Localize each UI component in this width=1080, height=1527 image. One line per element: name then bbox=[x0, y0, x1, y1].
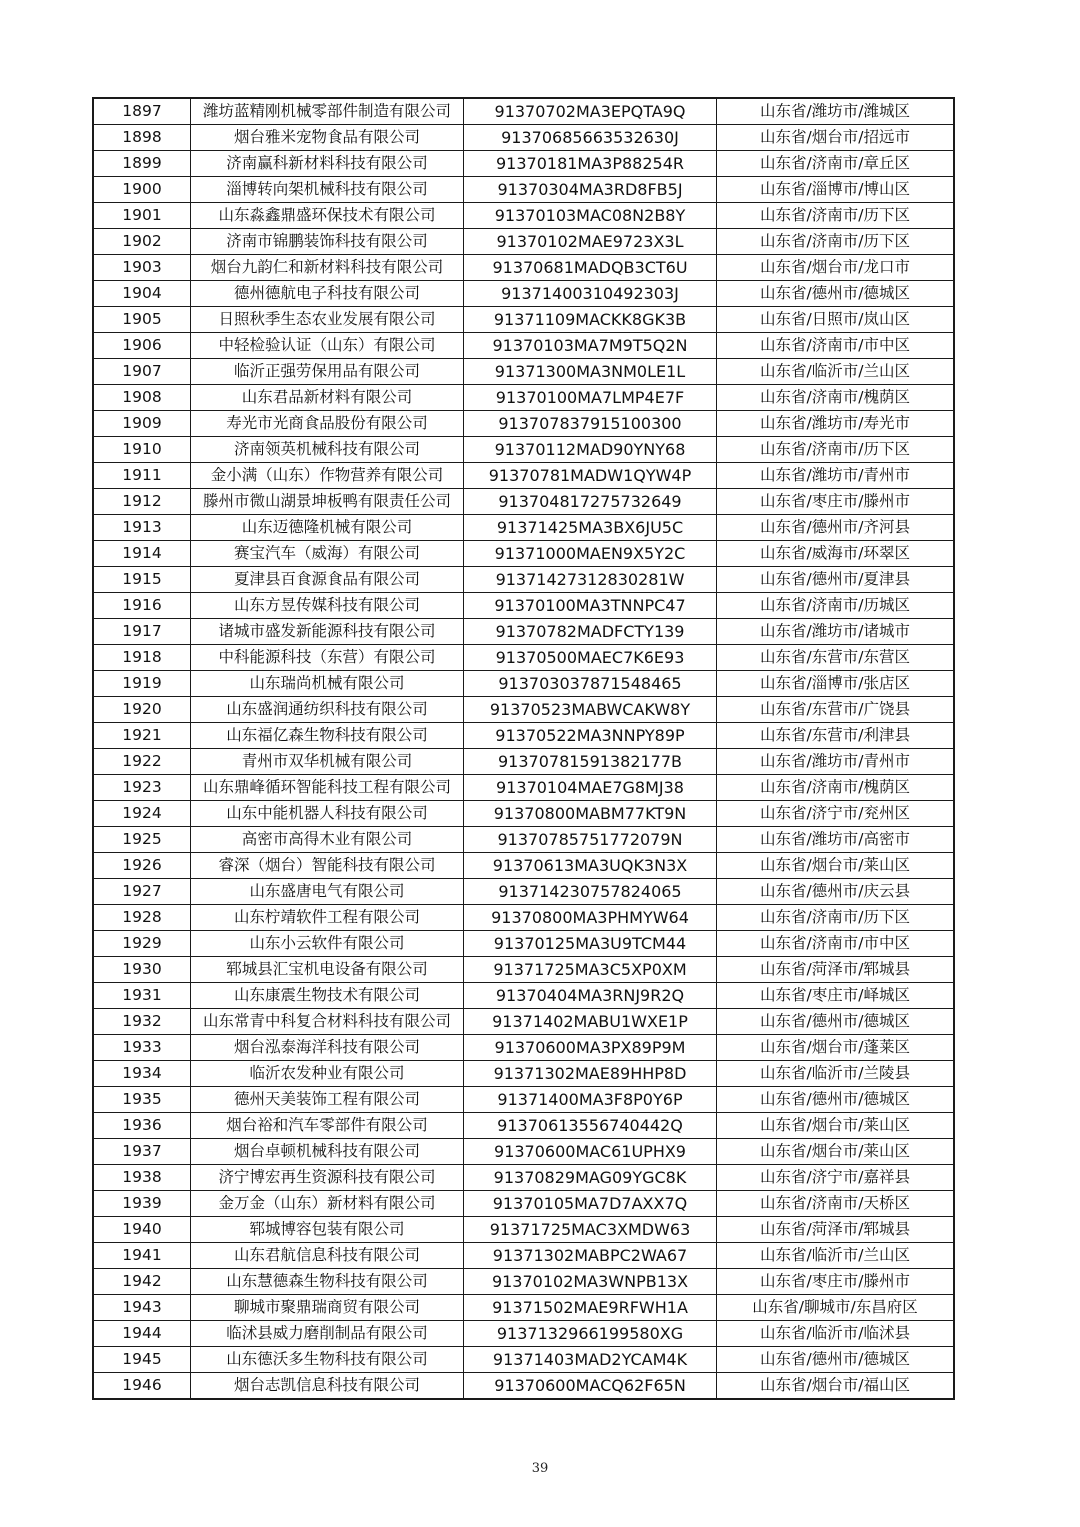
region-cell: 山东省/德州市/德城区 bbox=[717, 281, 955, 307]
company-name-cell: 山东瑞尚机械有限公司 bbox=[191, 671, 464, 697]
table-body bbox=[93, 98, 954, 1399]
row-number-cell: 1932 bbox=[93, 1009, 191, 1035]
credit-code-cell: 91370782MADFCTY139 bbox=[464, 619, 717, 645]
company-name-cell: 青州市双华机械有限公司 bbox=[191, 749, 464, 775]
region-cell: 山东省/临沂市/临沭县 bbox=[717, 1321, 955, 1347]
table-row bbox=[93, 905, 954, 931]
credit-code-cell: 91370702MA3EPQTA9Q bbox=[464, 98, 717, 125]
credit-code-cell: 91371000MAEN9X5Y2C bbox=[464, 541, 717, 567]
region-cell: 山东省/潍坊市/青州市 bbox=[717, 749, 955, 775]
table-row bbox=[93, 567, 954, 593]
region-cell: 山东省/枣庄市/峄城区 bbox=[717, 983, 955, 1009]
credit-code-cell: 91370100MA7LMP4E7F bbox=[464, 385, 717, 411]
company-name-cell: 日照秋季生态农业发展有限公司 bbox=[191, 307, 464, 333]
credit-code-cell: 91371300MA3NM0LE1L bbox=[464, 359, 717, 385]
company-name-cell: 淄博转向架机械科技有限公司 bbox=[191, 177, 464, 203]
region-cell: 山东省/聊城市/东昌府区 bbox=[717, 1295, 955, 1321]
table-row bbox=[93, 1035, 954, 1061]
credit-code-cell: 91370600MA3PX89P9M bbox=[464, 1035, 717, 1061]
table-row bbox=[93, 723, 954, 749]
row-number-cell: 1926 bbox=[93, 853, 191, 879]
row-number-cell: 1909 bbox=[93, 411, 191, 437]
credit-code-cell: 91371109MACKK8GK3B bbox=[464, 307, 717, 333]
region-cell: 山东省/烟台市/龙口市 bbox=[717, 255, 955, 281]
table-row bbox=[93, 1009, 954, 1035]
region-cell: 山东省/日照市/岚山区 bbox=[717, 307, 955, 333]
company-name-cell: 烟台志凯信息科技有限公司 bbox=[191, 1373, 464, 1400]
region-cell: 山东省/菏泽市/郓城县 bbox=[717, 957, 955, 983]
company-name-cell: 山东迈德隆机械有限公司 bbox=[191, 515, 464, 541]
region-cell: 山东省/德州市/德城区 bbox=[717, 1009, 955, 1035]
row-number-cell: 1929 bbox=[93, 931, 191, 957]
company-name-cell: 山东慧德森生物科技有限公司 bbox=[191, 1269, 464, 1295]
company-name-cell: 山东鼎峰循环智能科技工程有限公司 bbox=[191, 775, 464, 801]
credit-code-cell: 91370800MA3PHMYW64 bbox=[464, 905, 717, 931]
row-number-cell: 1931 bbox=[93, 983, 191, 1009]
region-cell: 山东省/济南市/历城区 bbox=[717, 593, 955, 619]
credit-code-cell: 913714230757824065 bbox=[464, 879, 717, 905]
row-number-cell: 1945 bbox=[93, 1347, 191, 1373]
credit-code-cell: 91370685663532630J bbox=[464, 125, 717, 151]
company-name-cell: 德州天美装饰工程有限公司 bbox=[191, 1087, 464, 1113]
row-number-cell: 1920 bbox=[93, 697, 191, 723]
credit-code-cell: 91370500MAEC7K6E93 bbox=[464, 645, 717, 671]
table-row bbox=[93, 333, 954, 359]
credit-code-cell: 913704817275732649 bbox=[464, 489, 717, 515]
company-name-cell: 烟台卓顿机械科技有限公司 bbox=[191, 1139, 464, 1165]
table-row bbox=[93, 1165, 954, 1191]
company-name-cell: 山东康震生物技术有限公司 bbox=[191, 983, 464, 1009]
row-number-cell: 1914 bbox=[93, 541, 191, 567]
table-row bbox=[93, 1061, 954, 1087]
row-number-cell: 1944 bbox=[93, 1321, 191, 1347]
company-name-cell: 济南市锦鹏装饰科技有限公司 bbox=[191, 229, 464, 255]
row-number-cell: 1904 bbox=[93, 281, 191, 307]
row-number-cell: 1942 bbox=[93, 1269, 191, 1295]
credit-code-cell: 91370613MA3UQK3N3X bbox=[464, 853, 717, 879]
credit-code-cell: 91371403MAD2YCAM4K bbox=[464, 1347, 717, 1373]
row-number-cell: 1939 bbox=[93, 1191, 191, 1217]
credit-code-cell: 91370613556740442Q bbox=[464, 1113, 717, 1139]
credit-code-cell: 91371725MAC3XMDW63 bbox=[464, 1217, 717, 1243]
credit-code-cell: 91371400MA3F8P0Y6P bbox=[464, 1087, 717, 1113]
table-row bbox=[93, 1087, 954, 1113]
company-name-cell: 滕州市微山湖景坤板鸭有限责任公司 bbox=[191, 489, 464, 515]
table-row bbox=[93, 411, 954, 437]
table-row bbox=[93, 749, 954, 775]
company-name-cell: 临沭县威力磨削制品有限公司 bbox=[191, 1321, 464, 1347]
row-number-cell: 1941 bbox=[93, 1243, 191, 1269]
table-row bbox=[93, 98, 954, 125]
row-number-cell: 1907 bbox=[93, 359, 191, 385]
credit-code-cell: 91371502MAE9RFWH1A bbox=[464, 1295, 717, 1321]
region-cell: 山东省/威海市/环翠区 bbox=[717, 541, 955, 567]
row-number-cell: 1921 bbox=[93, 723, 191, 749]
credit-code-cell: 91370781MADW1QYW4P bbox=[464, 463, 717, 489]
row-number-cell: 1910 bbox=[93, 437, 191, 463]
company-name-cell: 山东小云软件有限公司 bbox=[191, 931, 464, 957]
table-row bbox=[93, 671, 954, 697]
region-cell: 山东省/济南市/历下区 bbox=[717, 905, 955, 931]
credit-code-cell: 913703037871548465 bbox=[464, 671, 717, 697]
region-cell: 山东省/德州市/德城区 bbox=[717, 1347, 955, 1373]
region-cell: 山东省/济南市/槐荫区 bbox=[717, 775, 955, 801]
table-row bbox=[93, 489, 954, 515]
credit-code-cell: 91370600MACQ62F65N bbox=[464, 1373, 717, 1400]
table-row bbox=[93, 151, 954, 177]
table-row bbox=[93, 203, 954, 229]
row-number-cell: 1917 bbox=[93, 619, 191, 645]
row-number-cell: 1934 bbox=[93, 1061, 191, 1087]
region-cell: 山东省/潍坊市/青州市 bbox=[717, 463, 955, 489]
table-row bbox=[93, 1113, 954, 1139]
credit-code-cell: 91370785751772079N bbox=[464, 827, 717, 853]
table-row bbox=[93, 1269, 954, 1295]
row-number-cell: 1930 bbox=[93, 957, 191, 983]
credit-code-cell: 91370304MA3RD8FB5J bbox=[464, 177, 717, 203]
region-cell: 山东省/枣庄市/滕州市 bbox=[717, 489, 955, 515]
region-cell: 山东省/临沂市/兰陵县 bbox=[717, 1061, 955, 1087]
row-number-cell: 1915 bbox=[93, 567, 191, 593]
table-row bbox=[93, 593, 954, 619]
credit-code-cell: 91370103MA7M9T5Q2N bbox=[464, 333, 717, 359]
credit-code-cell: 91370800MABM77KT9N bbox=[464, 801, 717, 827]
region-cell: 山东省/烟台市/莱山区 bbox=[717, 1139, 955, 1165]
region-cell: 山东省/德州市/德城区 bbox=[717, 1087, 955, 1113]
region-cell: 山东省/济宁市/兖州区 bbox=[717, 801, 955, 827]
row-number-cell: 1919 bbox=[93, 671, 191, 697]
row-number-cell: 1937 bbox=[93, 1139, 191, 1165]
row-number-cell: 1928 bbox=[93, 905, 191, 931]
credit-code-cell: 91370102MAE9723X3L bbox=[464, 229, 717, 255]
credit-code-cell: 91370523MABWCAKW8Y bbox=[464, 697, 717, 723]
company-name-cell: 山东盛润通纺织科技有限公司 bbox=[191, 697, 464, 723]
table-row bbox=[93, 255, 954, 281]
row-number-cell: 1905 bbox=[93, 307, 191, 333]
region-cell: 山东省/东营市/广饶县 bbox=[717, 697, 955, 723]
region-cell: 山东省/济南市/市中区 bbox=[717, 333, 955, 359]
table-row bbox=[93, 281, 954, 307]
region-cell: 山东省/东营市/东营区 bbox=[717, 645, 955, 671]
credit-code-cell: 91370781591382177B bbox=[464, 749, 717, 775]
credit-code-cell: 91370829MAG09YGC8K bbox=[464, 1165, 717, 1191]
company-name-cell: 济南赢科新材料科技有限公司 bbox=[191, 151, 464, 177]
credit-code-cell: 91370125MA3U9TCM44 bbox=[464, 931, 717, 957]
table-row bbox=[93, 1217, 954, 1243]
credit-code-cell: 91370600MAC61UPHX9 bbox=[464, 1139, 717, 1165]
table-row bbox=[93, 775, 954, 801]
table-row bbox=[93, 801, 954, 827]
credit-code-cell: 91371402MABU1WXE1P bbox=[464, 1009, 717, 1035]
company-name-cell: 诸城市盛发新能源科技有限公司 bbox=[191, 619, 464, 645]
row-number-cell: 1936 bbox=[93, 1113, 191, 1139]
company-name-cell: 德州德航电子科技有限公司 bbox=[191, 281, 464, 307]
company-name-cell: 山东常青中科复合材料科技有限公司 bbox=[191, 1009, 464, 1035]
company-name-cell: 临沂正强劳保用品有限公司 bbox=[191, 359, 464, 385]
row-number-cell: 1938 bbox=[93, 1165, 191, 1191]
row-number-cell: 1906 bbox=[93, 333, 191, 359]
row-number-cell: 1899 bbox=[93, 151, 191, 177]
region-cell: 山东省/潍坊市/寿光市 bbox=[717, 411, 955, 437]
table-row bbox=[93, 463, 954, 489]
credit-code-cell: 91370681MADQB3CT6U bbox=[464, 255, 717, 281]
table-row bbox=[93, 983, 954, 1009]
credit-code-cell: 91371725MA3C5XP0XM bbox=[464, 957, 717, 983]
company-name-cell: 赛宝汽车（威海）有限公司 bbox=[191, 541, 464, 567]
company-name-cell: 烟台泓泰海洋科技有限公司 bbox=[191, 1035, 464, 1061]
credit-code-cell: 91370100MA3TNNPC47 bbox=[464, 593, 717, 619]
credit-code-cell: 913707837915100300 bbox=[464, 411, 717, 437]
row-number-cell: 1940 bbox=[93, 1217, 191, 1243]
region-cell: 山东省/德州市/庆云县 bbox=[717, 879, 955, 905]
row-number-cell: 1911 bbox=[93, 463, 191, 489]
company-name-cell: 夏津县百食源食品有限公司 bbox=[191, 567, 464, 593]
company-name-cell: 山东中能机器人科技有限公司 bbox=[191, 801, 464, 827]
table-row bbox=[93, 385, 954, 411]
table-row bbox=[93, 437, 954, 463]
credit-code-cell: 9137132966199580XG bbox=[464, 1321, 717, 1347]
row-number-cell: 1918 bbox=[93, 645, 191, 671]
table-row bbox=[93, 541, 954, 567]
region-cell: 山东省/济南市/市中区 bbox=[717, 931, 955, 957]
region-cell: 山东省/菏泽市/郓城县 bbox=[717, 1217, 955, 1243]
company-name-cell: 烟台裕和汽车零部件有限公司 bbox=[191, 1113, 464, 1139]
table-row bbox=[93, 1191, 954, 1217]
region-cell: 山东省/临沂市/兰山区 bbox=[717, 359, 955, 385]
credit-code-cell: 91370112MAD90YNY68 bbox=[464, 437, 717, 463]
row-number-cell: 1933 bbox=[93, 1035, 191, 1061]
credit-code-cell: 91371427312830281W bbox=[464, 567, 717, 593]
region-cell: 山东省/烟台市/莱山区 bbox=[717, 853, 955, 879]
table-row bbox=[93, 853, 954, 879]
table-row bbox=[93, 177, 954, 203]
region-cell: 山东省/潍坊市/诸城市 bbox=[717, 619, 955, 645]
row-number-cell: 1912 bbox=[93, 489, 191, 515]
row-number-cell: 1898 bbox=[93, 125, 191, 151]
table-row bbox=[93, 1347, 954, 1373]
table-row bbox=[93, 931, 954, 957]
table-row bbox=[93, 229, 954, 255]
row-number-cell: 1902 bbox=[93, 229, 191, 255]
region-cell: 山东省/济南市/历下区 bbox=[717, 437, 955, 463]
page-number: 39 bbox=[531, 1461, 549, 1476]
company-name-cell: 烟台雅米宠物食品有限公司 bbox=[191, 125, 464, 151]
company-name-cell: 金小满（山东）作物营养有限公司 bbox=[191, 463, 464, 489]
credit-code-cell: 91370105MA7D7AXX7Q bbox=[464, 1191, 717, 1217]
region-cell: 山东省/枣庄市/滕州市 bbox=[717, 1269, 955, 1295]
credit-code-cell: 91371302MAE89HHP8D bbox=[464, 1061, 717, 1087]
credit-code-cell: 91371400310492303J bbox=[464, 281, 717, 307]
table-row bbox=[93, 1295, 954, 1321]
company-name-cell: 烟台九韵仁和新材料科技有限公司 bbox=[191, 255, 464, 281]
credit-code-cell: 91370104MAE7G8MJ38 bbox=[464, 775, 717, 801]
table-row bbox=[93, 645, 954, 671]
company-name-cell: 中轻检验认证（山东）有限公司 bbox=[191, 333, 464, 359]
region-cell: 山东省/济南市/章丘区 bbox=[717, 151, 955, 177]
row-number-cell: 1922 bbox=[93, 749, 191, 775]
company-name-cell: 寿光市光商食品股份有限公司 bbox=[191, 411, 464, 437]
row-number-cell: 1935 bbox=[93, 1087, 191, 1113]
table-row bbox=[93, 697, 954, 723]
region-cell: 山东省/济南市/历下区 bbox=[717, 203, 955, 229]
table-row bbox=[93, 827, 954, 853]
company-name-cell: 睿深（烟台）智能科技有限公司 bbox=[191, 853, 464, 879]
company-name-cell: 山东方昱传媒科技有限公司 bbox=[191, 593, 464, 619]
company-name-cell: 山东福亿森生物科技有限公司 bbox=[191, 723, 464, 749]
credit-code-cell: 91370522MA3NNPY89P bbox=[464, 723, 717, 749]
company-name-cell: 济宁博宏再生资源科技有限公司 bbox=[191, 1165, 464, 1191]
row-number-cell: 1901 bbox=[93, 203, 191, 229]
table-row bbox=[93, 125, 954, 151]
company-name-cell: 潍坊蓝精刚机械零部件制造有限公司 bbox=[191, 98, 464, 125]
region-cell: 山东省/德州市/夏津县 bbox=[717, 567, 955, 593]
row-number-cell: 1925 bbox=[93, 827, 191, 853]
company-name-cell: 临沂农发种业有限公司 bbox=[191, 1061, 464, 1087]
region-cell: 山东省/烟台市/招远市 bbox=[717, 125, 955, 151]
table-row bbox=[93, 359, 954, 385]
region-cell: 山东省/潍坊市/潍城区 bbox=[717, 98, 955, 125]
row-number-cell: 1916 bbox=[93, 593, 191, 619]
company-name-cell: 山东德沃多生物科技有限公司 bbox=[191, 1347, 464, 1373]
region-cell: 山东省/临沂市/兰山区 bbox=[717, 1243, 955, 1269]
company-name-cell: 郓城县汇宝机电设备有限公司 bbox=[191, 957, 464, 983]
region-cell: 山东省/济宁市/嘉祥县 bbox=[717, 1165, 955, 1191]
table-row bbox=[93, 515, 954, 541]
row-number-cell: 1927 bbox=[93, 879, 191, 905]
company-name-cell: 山东淼鑫鼎盛环保技术有限公司 bbox=[191, 203, 464, 229]
row-number-cell: 1923 bbox=[93, 775, 191, 801]
row-number-cell: 1913 bbox=[93, 515, 191, 541]
table-row bbox=[93, 619, 954, 645]
row-number-cell: 1908 bbox=[93, 385, 191, 411]
region-cell: 山东省/淄博市/博山区 bbox=[717, 177, 955, 203]
company-name-cell: 济南领英机械科技有限公司 bbox=[191, 437, 464, 463]
row-number-cell: 1897 bbox=[93, 98, 191, 125]
credit-code-cell: 91370181MA3P88254R bbox=[464, 151, 717, 177]
credit-code-cell: 91370102MA3WNPB13X bbox=[464, 1269, 717, 1295]
company-name-cell: 郓城博容包装有限公司 bbox=[191, 1217, 464, 1243]
region-cell: 山东省/潍坊市/高密市 bbox=[717, 827, 955, 853]
row-number-cell: 1900 bbox=[93, 177, 191, 203]
credit-code-cell: 91370103MAC08N2B8Y bbox=[464, 203, 717, 229]
region-cell: 山东省/东营市/利津县 bbox=[717, 723, 955, 749]
region-cell: 山东省/烟台市/莱山区 bbox=[717, 1113, 955, 1139]
region-cell: 山东省/济南市/槐荫区 bbox=[717, 385, 955, 411]
region-cell: 山东省/淄博市/张店区 bbox=[717, 671, 955, 697]
row-number-cell: 1924 bbox=[93, 801, 191, 827]
table-row bbox=[93, 957, 954, 983]
region-cell: 山东省/烟台市/福山区 bbox=[717, 1373, 955, 1400]
company-name-cell: 山东柠靖软件工程有限公司 bbox=[191, 905, 464, 931]
company-name-cell: 金万金（山东）新材料有限公司 bbox=[191, 1191, 464, 1217]
region-cell: 山东省/烟台市/蓬莱区 bbox=[717, 1035, 955, 1061]
company-name-cell: 高密市高得木业有限公司 bbox=[191, 827, 464, 853]
company-name-cell: 山东盛唐电气有限公司 bbox=[191, 879, 464, 905]
row-number-cell: 1903 bbox=[93, 255, 191, 281]
company-name-cell: 山东君品新材料有限公司 bbox=[191, 385, 464, 411]
credit-code-cell: 91370404MA3RNJ9R2Q bbox=[464, 983, 717, 1009]
region-cell: 山东省/德州市/齐河县 bbox=[717, 515, 955, 541]
company-name-cell: 山东君航信息科技有限公司 bbox=[191, 1243, 464, 1269]
company-registry-table bbox=[92, 97, 955, 1400]
region-cell: 山东省/济南市/历下区 bbox=[717, 229, 955, 255]
table-row bbox=[93, 879, 954, 905]
table-row bbox=[93, 1373, 954, 1400]
credit-code-cell: 91371302MABPC2WA67 bbox=[464, 1243, 717, 1269]
table-row bbox=[93, 1139, 954, 1165]
table-row bbox=[93, 1243, 954, 1269]
row-number-cell: 1946 bbox=[93, 1373, 191, 1400]
row-number-cell: 1943 bbox=[93, 1295, 191, 1321]
table-row bbox=[93, 307, 954, 333]
region-cell: 山东省/济南市/天桥区 bbox=[717, 1191, 955, 1217]
credit-code-cell: 91371425MA3BX6JU5C bbox=[464, 515, 717, 541]
company-name-cell: 中科能源科技（东营）有限公司 bbox=[191, 645, 464, 671]
company-name-cell: 聊城市聚鼎瑞商贸有限公司 bbox=[191, 1295, 464, 1321]
table-row bbox=[93, 1321, 954, 1347]
